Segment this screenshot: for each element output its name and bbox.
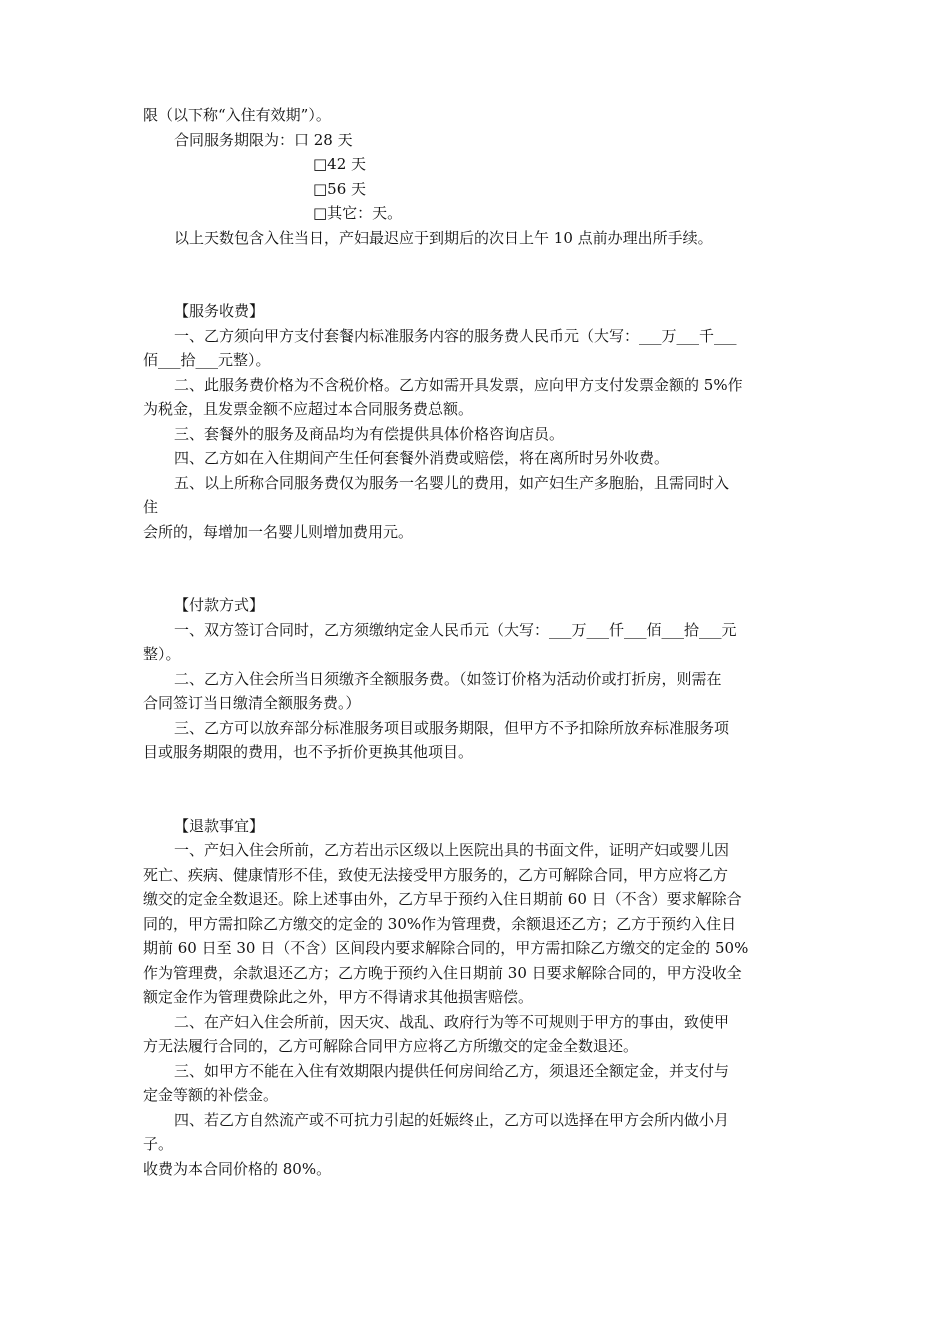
paragraph-line: 一、乙方须向甲方支付套餐内标准服务内容的服务费人民币元（大写：___万___千___: [174, 326, 737, 345]
paragraph-line: 三、乙方可以放弃部分标准服务项目或服务期限，但甲方不予扣除所放弃标准服务项: [174, 718, 730, 737]
paragraph-line: 一、双方签订合同时，乙方须缴纳定金人民币元（大写：___万___仟___佰___拾___元: [174, 620, 737, 639]
paragraph-line: 为税金，且发票金额不应超过本合同服务费总额。: [143, 400, 474, 418]
paragraph-line: 二、在产妇入住会所前，因天灾、战乱、政府行为等不可规则于甲方的事由，致使甲: [174, 1012, 730, 1031]
paragraph-line: 限（以下称“入住有效期”）。: [143, 106, 331, 124]
service-period-label: 合同服务期限为：口 28 天: [174, 130, 353, 149]
section-heading-payment: 【付款方式】: [174, 596, 265, 614]
section-heading-fees: 【服务收费】: [174, 302, 265, 320]
paragraph-line: 会所的，每增加一名婴儿则增加费用元。: [143, 522, 414, 541]
paragraph-line: 四、乙方如在入住期间产生任何套餐外消费或赔偿，将在离所时另外收费。: [174, 449, 670, 467]
paragraph-line: 作为管理费，余款退还乙方；乙方晚于预约入住日期前 30 日要求解除合同的，甲方没收全: [143, 963, 742, 982]
checkbox-option-other: □其它：天。: [313, 204, 403, 222]
paragraph-line: 四、若乙方自然流产或不可抗力引起的妊娠终止，乙方可以选择在甲方会所内做小月: [174, 1110, 730, 1129]
paragraph-line: 缴交的定金全数退还。除上述事由外，乙方早于预约入住日期前 60 日（不含）要求解除合: [143, 890, 742, 908]
paragraph-line: 死亡、疾病、健康情形不佳，致使无法接受甲方服务的，乙方可解除合同，甲方应将乙方: [143, 865, 729, 884]
document-page: [143, 103, 823, 1181]
paragraph-line: 二、此服务费价格为不含税价格。乙方如需开具发票，应向甲方支付发票金额的 5%作: [174, 375, 743, 394]
paragraph-line: 收费为本合同价格的 80%。: [143, 1159, 332, 1178]
paragraph-line: 期前 60 日至 30 日（不含）区间段内要求解除合同的，甲方需扣除乙方缴交的定金的 50%: [143, 939, 749, 957]
paragraph-line: 五、以上所称合同服务费仅为服务一名婴儿的费用，如产妇生产多胞胎，且需同时入: [174, 473, 730, 492]
paragraph-line: 定金等额的补偿金。: [143, 1086, 279, 1104]
paragraph-line: 三、套餐外的服务及商品均为有偿提供具体价格咨询店员。: [174, 424, 565, 443]
paragraph-line: 合同签订当日缴清全额服务费。）: [143, 694, 361, 712]
paragraph-line: 整）。: [143, 645, 181, 663]
paragraph-line: 住: [143, 498, 159, 516]
paragraph-line: 目或服务期限的费用，也不予折价更换其他项目。: [143, 743, 474, 761]
paragraph-line: 三、如甲方不能在入住有效期限内提供任何房间给乙方，须退还全额定金，并支付与: [174, 1061, 730, 1080]
paragraph-line: 以上天数包含入住当日，产妇最迟应于到期后的次日上午 10 点前办理出所手续。: [174, 228, 713, 247]
paragraph-line: 方无法履行合同的，乙方可解除合同甲方应将乙方所缴交的定金全数退还。: [143, 1037, 639, 1055]
checkbox-option-42: □42 天: [313, 155, 367, 173]
checkbox-option-56: □56 天: [313, 179, 367, 198]
paragraph-line: 同的，甲方需扣除乙方缴交的定金的 30%作为管理费，余额退还乙方；乙方于预约入住日: [143, 914, 737, 933]
paragraph-line: 二、乙方入住会所当日须缴齐全额服务费。（如签订价格为活动价或打折房，则需在: [174, 669, 722, 688]
paragraph-line: 一、产妇入住会所前，乙方若出示区级以上医院出具的书面文件，证明产妇或婴儿因: [174, 841, 730, 859]
paragraph-line: 佰___拾___元整）。: [143, 351, 271, 369]
paragraph-line: 额定金作为管理费除此之外，甲方不得请求其他损害赔偿。: [143, 988, 534, 1006]
paragraph-line: 子。: [143, 1135, 174, 1153]
section-heading-refund: 【退款事宜】: [174, 816, 265, 835]
